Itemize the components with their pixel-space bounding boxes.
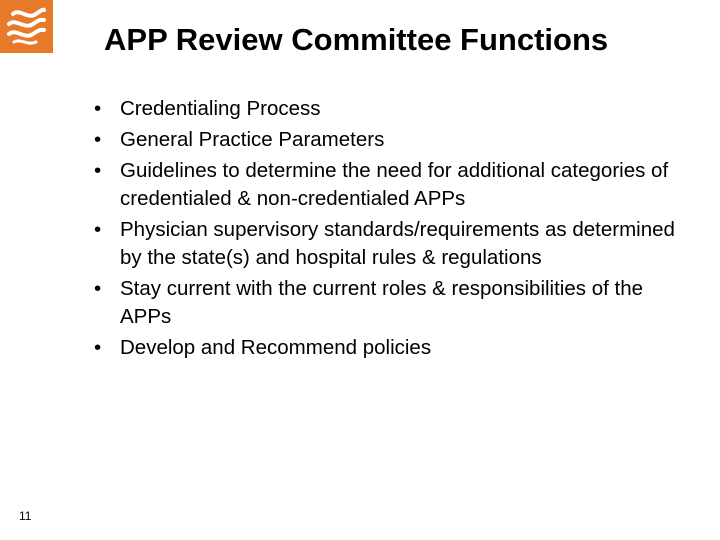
bullet-marker: •: [94, 336, 102, 359]
bullet-item: [92, 95, 692, 123]
bullet-text: General Practice Parameters: [120, 128, 385, 151]
bullet-text: Credentialing Process: [120, 97, 321, 120]
bullet-list: [92, 95, 692, 365]
water-waves-icon: [0, 0, 53, 53]
bullet-item: [92, 275, 692, 331]
bullet-text: Physician supervisory standards/requirements as determined by the state(s) and hospital rules & regulations: [120, 218, 675, 269]
slide-title: APP Review Committee Functions: [104, 22, 609, 57]
bullet-marker: •: [94, 128, 102, 151]
bullet-text: Guidelines to determine the need for additional categories of credentialed & non-credentialed APPs: [120, 159, 669, 210]
bullet-marker: •: [94, 218, 102, 241]
bullet-text: Develop and Recommend policies: [120, 336, 432, 359]
bullet-item: [92, 126, 692, 154]
bullet-marker: •: [94, 97, 102, 120]
bullet-item: [92, 157, 692, 213]
bullet-marker: •: [94, 277, 102, 300]
bullet-marker: •: [94, 159, 102, 182]
bullet-text: Stay current with the current roles & responsibilities of the APPs: [120, 277, 643, 328]
logo: [0, 0, 53, 53]
bullet-item: [92, 216, 692, 272]
bullet-item: [92, 334, 692, 362]
page-number: 11: [19, 509, 32, 523]
